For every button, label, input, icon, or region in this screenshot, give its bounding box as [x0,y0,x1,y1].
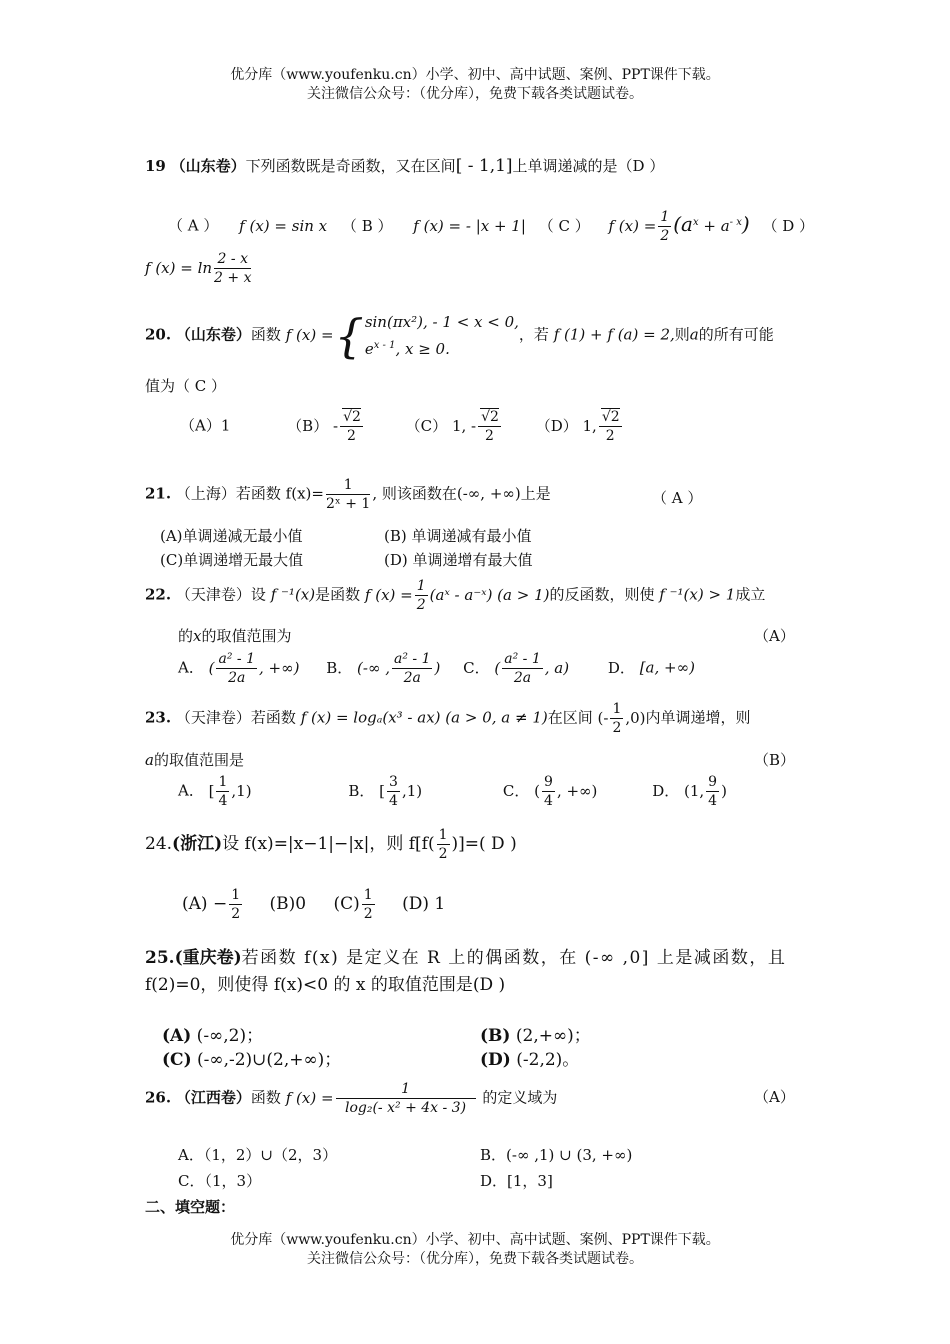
function-definition: f (x) = logₐ(x³ - ax) (a > 0, a ≠ 1) [300,708,548,727]
question-22 [145,577,765,614]
question-text-2: ，若 [518,325,549,344]
option-a-label: （ A ） [168,216,219,235]
function-definition: f (x) = $\frac{1}{\text{log₂(- x² + 4x - 3)}}$ [286,1089,478,1107]
question-text-4: 的所有可能 [698,325,774,344]
option-d-label: D． [652,781,680,800]
piecewise-function: f (x) ={ sin(πx²), - 1 < x < 0, $e^{x - 1}$, x ≥ 0. [285,308,519,363]
option-b: f (x) = - |x + 1| [413,216,526,235]
question-text: 函数 [250,325,281,344]
question-21 [145,476,551,513]
option-c: ( $\frac{9}{4}$ , +∞) [534,774,598,809]
question-number: 26. [145,1088,172,1107]
question-text-3: 内单调递增，则 [645,708,751,727]
question-source: (重庆卷) [174,948,242,968]
option-b: (-∞ , $\frac{\text{a² - 1}}{2a}$ ) [357,651,441,686]
question-source: （江西卷） [175,1088,251,1107]
question-text: 下列函数既是奇函数，又在区间 [245,157,456,175]
option-b-label: （ B ） [341,216,393,235]
footer-line-2: 关注微信公众号：（优分库），免费下载各类试题试卷。 [307,1251,643,1267]
question-22-answer: （A） [754,627,795,645]
option-a: (A) (-∞,2)； [162,1026,264,1046]
question-23-line-2: a的取值范围是 [145,751,244,769]
question-25-line-2: f(2)=0，则使得 f(x)<0 的 x 的取值范围是(D ) [145,975,506,995]
option-a-label: A． [178,781,204,800]
option-a-label: （A） [180,416,221,435]
question-text-2: 的定义域为 [482,1088,558,1107]
option-b-label: B． [326,658,353,677]
option-a-label: A． [178,658,204,677]
question-text: 函数 [250,1088,281,1107]
option-c: ( $\frac{\text{a² - 1}}{2a}$ , a) [494,651,570,686]
question-23-options [178,773,727,810]
option-a: [ $\frac{1}{4}$ ,1) [208,774,252,809]
option-a: A．（1，2）∪（2，3） [178,1146,338,1164]
question-19-option-d [145,250,253,287]
option-d: D．[1，3] [480,1172,553,1190]
option-d: (1, $\frac{9}{4}$ ) [684,774,727,809]
question-text-4: 成立 [735,585,766,604]
question-20 [145,310,774,361]
question-number: 21. [145,484,172,503]
question-text-2: 在区间 [547,708,593,727]
question-text-2: , 则该函数在(-∞, +∞)上是 [372,484,551,503]
question-text-3: 则 [674,325,690,344]
option-a: f (x) = sin x [239,216,328,235]
option-a: (A)单调递减无最小值 [160,527,303,545]
option-a: (A) − $\frac{1}{2}$ [182,887,241,922]
question-text-3: 的反函数，则使 [549,585,655,604]
question-20-answer: 值为（ C ） [145,377,227,395]
question-number: 22. [145,585,172,604]
question-text-2: 是函数 [315,585,361,604]
question-number: 20. [145,325,172,344]
option-d-label: （D） [535,416,578,435]
variable: a [689,325,699,344]
fraction-denominator: 2ˣ + 1 [325,496,371,512]
page-header [0,66,950,104]
question-text: 若函数 f(x) 是定义在 R 上的偶函数，在 (-∞ ,0] 上是减函数，且 [241,948,787,968]
option-d: (D) (-2,2)。 [480,1050,580,1070]
option-b: (B) 单调递减有最小值 [384,527,532,545]
header-line-2: 关注微信公众号：（优分库），免费下载各类试题试卷。 [307,86,643,102]
question-24-options [182,886,445,923]
question-number: 24. [145,834,173,854]
footer-line-1: 优分库（www.youfenku.cn）小学、初中、高中试题、案例、PPT课件下载。 [230,1232,720,1248]
option-c-label: C． [502,781,530,800]
question-source: （山东卷） [170,157,246,175]
option-c: 1, - $\frac{√2}{2}$ [451,409,499,444]
question-24: 24.(浙江)设 f(x)=|x−1|−|x|，则 f[f( $\frac{1}{2}$ )]=( D ) [145,827,517,862]
option-c-label: C． [463,658,490,677]
inverse-function: f ⁻¹(x) [270,585,316,604]
question-22-options [178,650,695,687]
option-b-label: B． [348,781,375,800]
question-20-options [180,408,624,445]
section-heading: 二、填空题： [145,1198,236,1216]
option-d: (D) 1 [402,894,446,914]
question-21-answer: （ A ） [652,489,703,507]
option-b-label: （B） [287,416,329,435]
option-b: (B) (2,+∞)； [480,1026,591,1046]
option-d-label: D． [607,658,635,677]
question-26-answer: （A） [754,1088,795,1106]
condition: f ⁻¹(x) > 1 [659,585,736,604]
option-d: f (x) = ln $\frac{2 - x}{2 + x}$ [145,251,252,286]
function-definition: f (x) = $\frac{1}{2}$ (aˣ - a⁻ˣ) (a > 1) [364,578,550,613]
question-23-answer: （B） [754,751,796,769]
option-d: [a, +∞) [639,658,695,677]
fraction-numerator: 1 [326,476,370,495]
option-b: [ $\frac{3}{4}$ ,1) [379,774,423,809]
header-line-1: 优分库（www.youfenku.cn）小学、初中、高中试题、案例、PPT课件下载。 [230,67,720,83]
interval: [ - 1,1] [455,156,513,176]
option-c: (C)单调递增无最大值 [160,551,304,569]
question-source: （山东卷） [175,325,251,344]
option-a: ( $\frac{\text{a² - 1}}{2a}$ , +∞) [208,651,300,686]
question-number: 23. [145,708,172,727]
option-d-label: （ D ） [762,216,815,235]
option-b: B．(-∞ ,1) ∪ (3, +∞) [480,1146,633,1164]
condition: f (1) + f (a) = 2, [553,325,675,344]
option-b: (B)0 [269,894,307,914]
question-23 [145,700,751,737]
interval: (- $\frac{1}{2}$ ,0) [597,701,646,736]
question-text-2: 上单调递减的是（D ） [512,157,665,175]
option-c: f (x) = $\frac{1}{2}$ $(a^x + a^{- x})$ [608,209,750,244]
option-c: (C) (-∞,-2)∪(2,+∞)； [162,1050,342,1070]
option-c-label: （ C ） [538,216,590,235]
question-22-line-2: 的x的取值范围为 [178,627,292,645]
question-text: （上海）若函数 f(x)= [175,484,324,503]
question-source: (浙江) [172,834,223,854]
question-25 [145,943,786,968]
option-d: (D) 单调递增有最大值 [384,551,533,569]
question-text-2: )]=( D ) [451,834,517,854]
question-number: 25. [145,948,175,968]
question-text: 设 f(x)=|x−1|−|x|，则 f[f( [222,834,435,854]
option-c: (C) $\frac{1}{2}$ [333,887,373,922]
question-26 [145,1080,557,1117]
option-d: 1, $\frac{√2}{2}$ [582,409,620,444]
option-b: - $\frac{√2}{2}$ [332,409,361,444]
option-a: 1 [220,416,231,435]
question-text: （天津卷）设 [175,585,266,604]
question-number: 19 [145,157,166,175]
option-c-label: （C） [405,416,448,435]
question-19-options [168,208,814,245]
question-19 [145,155,664,176]
page-footer [0,1231,950,1269]
option-c: C．（1，3） [178,1172,262,1190]
question-text: （天津卷）若函数 [175,708,296,727]
